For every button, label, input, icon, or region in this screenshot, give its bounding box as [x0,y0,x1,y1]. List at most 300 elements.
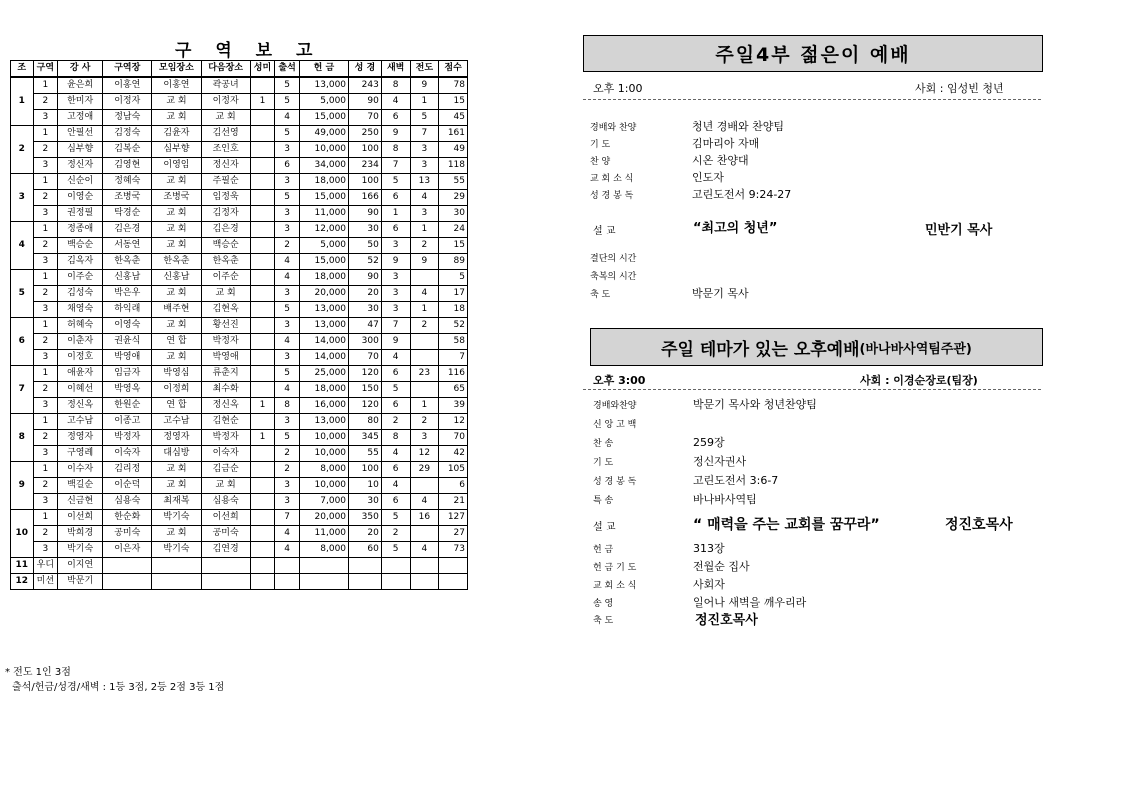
table-cell: 2 [33,478,58,494]
table-cell [250,190,275,206]
table-cell: 1 [33,270,58,286]
table-cell: 2 [275,446,300,462]
table-cell [410,478,439,494]
table-cell: 정영자 [58,430,103,446]
table-cell: 6 [381,222,410,238]
table-cell: 김영현 [103,158,152,174]
table-cell: 90 [349,206,382,222]
table-cell: 김현옥 [201,302,250,318]
table-cell: 250 [349,126,382,142]
table-header-cell: 다음장소 [201,61,250,78]
table-cell: 15 [439,238,468,254]
table-header-cell: 성미 [250,61,275,78]
table-cell [250,462,275,478]
table-cell: 150 [349,382,382,398]
table-row [11,174,468,190]
table-cell: 이정호 [58,350,103,366]
table-cell [250,142,275,158]
order-item-label: 헌 금 [593,545,614,555]
order-item-label: 찬 양 [590,157,611,167]
table-cell: 미션 [33,574,58,590]
table-cell: 5 [381,542,410,558]
table-cell: 이정희 [152,382,201,398]
table-cell: 52 [439,318,468,334]
table-cell: 6 [439,478,468,494]
table-cell [410,526,439,542]
order-item-label: 송 영 [593,599,614,609]
table-cell [410,558,439,574]
table-cell: 김선영 [201,126,250,142]
zone-number: 11 [11,558,34,574]
scoring-note-2: 출석/헌금/성경/새벽 : 1등 3점, 2등 2점 3등 1점 [12,682,225,693]
table-cell: 고정애 [58,110,103,126]
table-cell: 4 [275,526,300,542]
table-header-cell: 출석 [275,61,300,78]
table-cell: 이숙자 [201,446,250,462]
table-cell: 8 [381,430,410,446]
table-row [11,142,468,158]
table-cell [250,478,275,494]
table-cell: 11,000 [299,526,348,542]
table-cell: 교 회 [152,478,201,494]
table-cell: 73 [439,542,468,558]
table-cell: 최재복 [152,494,201,510]
table-cell: 127 [439,510,468,526]
table-cell: 정혜숙 [103,174,152,190]
table-cell: 90 [349,270,382,286]
table-cell: 5 [381,174,410,190]
table-header-cell: 모임장소 [152,61,201,78]
service2-time: 오후 3:00 [593,374,646,387]
table-header-cell: 헌 금 [299,61,348,78]
order-item-value: 바나바사역팀 [693,493,757,506]
table-cell: 47 [349,318,382,334]
table-cell: 정종애 [58,222,103,238]
table-cell [381,574,410,590]
table-header-row [11,61,468,78]
table-cell: 1 [33,77,58,94]
table-cell: 3 [33,542,58,558]
table-cell [201,558,250,574]
table-cell: 3 [410,158,439,174]
table-cell: 9 [410,254,439,270]
table-cell: 탁경순 [103,206,152,222]
table-cell: 29 [410,462,439,478]
table-cell: 교 회 [152,286,201,302]
table-cell [275,574,300,590]
table-cell: 박영애 [201,350,250,366]
table-cell: 교 회 [201,110,250,126]
table-header-cell: 구역장 [103,61,152,78]
table-cell: 김리정 [103,462,152,478]
table-cell: 4 [275,542,300,558]
table-cell [250,382,275,398]
table-cell: 2 [410,318,439,334]
table-cell: 30 [439,206,468,222]
table-cell: 1 [410,222,439,238]
table-cell: 42 [439,446,468,462]
table-cell [410,334,439,350]
table-header-cell: 성 경 [349,61,382,78]
table-cell: 3 [410,142,439,158]
table-cell: 신홍남 [103,270,152,286]
table-cell: 이숙자 [103,446,152,462]
table-cell: 박기숙 [58,542,103,558]
table-cell: 김현순 [201,414,250,430]
zone-number: 10 [11,510,34,558]
table-cell [250,77,275,94]
table-cell: 권윤식 [103,334,152,350]
table-cell: 3 [275,222,300,238]
table-cell [439,574,468,590]
table-cell: 박정자 [201,430,250,446]
table-cell: 백승순 [201,238,250,254]
table-cell [250,270,275,286]
table-cell: 13,000 [299,318,348,334]
table-cell: 7 [275,510,300,526]
order-item-value: 김마리아 자매 [692,137,760,150]
table-cell: 21 [439,494,468,510]
table-cell: 15,000 [299,190,348,206]
table-cell: 한순화 [103,510,152,526]
table-cell: 3 [381,286,410,302]
table-cell: 8 [381,77,410,94]
service1-divider [583,99,1041,100]
table-cell: 이지연 [58,558,103,574]
table-cell: 8 [275,398,300,414]
table-cell: 30 [349,302,382,318]
table-cell: 5,000 [299,238,348,254]
order-item-label: 경배와 찬양 [590,123,637,133]
table-cell: 2 [33,526,58,542]
table-cell: 김연경 [201,542,250,558]
table-cell: 이혜선 [58,382,103,398]
table-cell: 연 합 [152,334,201,350]
table-cell: 5 [275,77,300,94]
table-cell: 3 [275,478,300,494]
table-row [11,126,468,142]
order-item-label: 특 송 [593,496,614,506]
table-cell: 15,000 [299,254,348,270]
table-cell: 이홍연 [152,77,201,94]
table-cell [250,414,275,430]
table-cell [410,574,439,590]
table-header-cell: 전도 [410,61,439,78]
table-cell: 34,000 [299,158,348,174]
table-cell: 9 [381,334,410,350]
table-cell: 안필선 [58,126,103,142]
table-cell: 교 회 [152,526,201,542]
table-cell: 78 [439,77,468,94]
table-cell: 89 [439,254,468,270]
table-cell: 1 [381,206,410,222]
table-cell: 교 회 [201,286,250,302]
zone-number: 7 [11,366,34,414]
table-cell: 한옥춘 [152,254,201,270]
table-cell: 4 [381,478,410,494]
table-cell: 주필순 [201,174,250,190]
order-item-value: 인도자 [692,171,724,184]
table-cell: 이선희 [58,510,103,526]
table-cell: 박정자 [103,430,152,446]
table-cell [250,318,275,334]
table-cell: 2 [33,238,58,254]
table-cell: 박은우 [103,286,152,302]
table-cell: 13,000 [299,77,348,94]
table-cell: 3 [381,302,410,318]
table-cell: 심용숙 [103,494,152,510]
table-cell: 조병국 [152,190,201,206]
table-cell: 이순덕 [103,478,152,494]
table-cell: 70 [439,430,468,446]
order-item-label: 교 회 소 식 [590,174,634,184]
table-cell: 이선희 [201,510,250,526]
table-cell: 이수자 [58,462,103,478]
table-cell [201,574,250,590]
order-item-value: 일어나 새벽을 깨우리라 [693,596,807,609]
table-cell: 신순이 [58,174,103,190]
table-cell: 50 [349,238,382,254]
table-cell: 6 [381,494,410,510]
district-report-table [10,60,468,590]
order-item-label: 성 경 봉 독 [590,191,634,201]
table-cell: 정남숙 [103,110,152,126]
table-cell: 이영숙 [103,318,152,334]
table-cell [250,446,275,462]
service1-preacher: 민반기 목사 [925,223,993,238]
order-item-value: 259장 [693,436,725,449]
table-cell: 이정자 [201,94,250,110]
table-cell: 3 [381,270,410,286]
table-cell: 권정필 [58,206,103,222]
table-header-cell: 조 [11,61,34,78]
table-cell: 2 [33,142,58,158]
table-cell: 애윤자 [58,366,103,382]
table-cell: 6 [381,190,410,206]
table-cell: 김옥자 [58,254,103,270]
table-cell: 5 [381,510,410,526]
table-cell: 김정자 [201,206,250,222]
order-item-label: 헌 금 기 도 [593,563,637,573]
table-cell: 허혜숙 [58,318,103,334]
table-cell: 백승순 [58,238,103,254]
order-item-label: 신 앙 고 백 [593,420,637,430]
order-item-value: 사회자 [693,578,725,591]
table-cell: 23 [410,366,439,382]
table-cell: 채영숙 [58,302,103,318]
table-cell: 박기숙 [152,510,201,526]
table-cell: 한옥춘 [201,254,250,270]
table-cell: 3 [381,238,410,254]
table-cell: 58 [439,334,468,350]
table-row [11,190,468,206]
order-item-label: 기 도 [590,140,611,150]
table-cell: 5 [275,94,300,110]
table-cell: 1 [410,94,439,110]
table-cell: 2 [381,414,410,430]
table-cell: 2 [33,334,58,350]
table-cell: 5 [275,430,300,446]
table-cell [410,382,439,398]
table-cell: 3 [33,398,58,414]
table-cell: 5 [275,366,300,382]
table-cell: 조병국 [103,190,152,206]
table-cell: 3 [33,446,58,462]
table-cell: 9 [410,77,439,94]
table-cell: 조인호 [201,142,250,158]
table-cell: 2 [33,286,58,302]
table-row [11,110,468,126]
table-cell [250,334,275,350]
order-item-value: 박문기 목사 [692,287,749,300]
order-item-label: 기 도 [593,458,614,468]
table-cell: 정신자 [201,158,250,174]
table-row [11,366,468,382]
table-cell: 3 [33,494,58,510]
table-header-cell: 구역 [33,61,58,78]
table-cell: 15 [439,94,468,110]
table-cell: 16 [410,510,439,526]
zone-number: 12 [11,574,34,590]
table-cell: 7 [381,318,410,334]
table-cell: 13 [410,174,439,190]
table-cell: 이영순 [58,190,103,206]
table-row [11,270,468,286]
table-row [11,574,468,590]
table-cell: 1 [410,398,439,414]
table-cell: 18,000 [299,382,348,398]
table-cell [152,574,201,590]
table-cell: 김성숙 [58,286,103,302]
table-cell: 3 [410,430,439,446]
table-cell: 27 [439,526,468,542]
table-cell [250,494,275,510]
table-cell: 20,000 [299,286,348,302]
table-cell: 55 [439,174,468,190]
table-cell: 1 [33,510,58,526]
service1-time: 오후 1:00 [593,82,643,95]
table-cell: 12 [439,414,468,430]
table-cell: 80 [349,414,382,430]
table-cell: 1 [33,366,58,382]
table-cell: 1 [33,174,58,190]
table-cell: 교 회 [152,318,201,334]
service2-sermon-title: “ 매력을 주는 교회를 꿈꾸라” [693,517,880,533]
order-item-value: 박문기 목사와 청년찬양팀 [693,398,817,411]
table-cell: 배주현 [152,302,201,318]
service2-benediction-label: 축 도 [593,616,614,626]
table-cell: 교 회 [152,350,201,366]
table-cell: 3 [33,206,58,222]
table-cell: 7 [410,126,439,142]
table-cell [250,542,275,558]
table-row [11,158,468,174]
table-cell: 정신옥 [58,398,103,414]
table-cell: 교 회 [152,110,201,126]
table-cell: 3 [33,350,58,366]
table-cell: 심부향 [58,142,103,158]
table-cell: 최수화 [201,382,250,398]
table-cell: 24 [439,222,468,238]
table-cell: 이은자 [103,542,152,558]
table-cell: 8,000 [299,462,348,478]
table-row [11,334,468,350]
table-cell: 39 [439,398,468,414]
table-cell: 신금현 [58,494,103,510]
table-cell: 5,000 [299,94,348,110]
service1-title: 주일4부 젊은이 예배 [715,44,911,66]
table-cell [299,558,348,574]
table-row [11,222,468,238]
table-cell: 5 [439,270,468,286]
table-cell: 120 [349,398,382,414]
table-row [11,398,468,414]
table-cell: 4 [275,110,300,126]
table-cell: 65 [439,382,468,398]
table-cell: 10,000 [299,478,348,494]
table-row [11,94,468,110]
table-cell: 4 [410,494,439,510]
table-cell: 116 [439,366,468,382]
table-cell: 55 [349,446,382,462]
table-cell: 4 [410,190,439,206]
table-cell: 김은경 [103,222,152,238]
table-row [11,494,468,510]
table-cell: 15,000 [299,110,348,126]
service2-sermon-label: 설 교 [593,522,616,533]
table-cell: 4 [275,270,300,286]
table-cell: 4 [275,382,300,398]
table-cell: 5 [410,110,439,126]
table-cell: 6 [275,158,300,174]
table-cell: 3 [275,206,300,222]
table-cell: 3 [410,206,439,222]
order-item-label: 결단의 시간 [590,254,637,264]
table-cell: 정신자 [58,158,103,174]
table-cell: 3 [275,174,300,190]
table-cell: 20 [349,286,382,302]
table-cell: 5 [275,302,300,318]
table-row [11,430,468,446]
table-cell: 1 [33,318,58,334]
table-cell: 이종고 [103,414,152,430]
order-item-value: 고린도전서 9:24-27 [692,188,792,201]
table-cell: 정신옥 [201,398,250,414]
table-cell [299,574,348,590]
table-header-cell: 점수 [439,61,468,78]
table-cell: 3 [275,318,300,334]
table-row [11,206,468,222]
table-cell: 105 [439,462,468,478]
table-cell: 70 [349,350,382,366]
table-cell [250,254,275,270]
table-cell: 임금자 [103,366,152,382]
table-cell: 교 회 [152,206,201,222]
table-cell [349,558,382,574]
order-item-value: 정신자권사 [693,455,747,468]
table-cell: 3 [33,158,58,174]
table-cell [250,286,275,302]
table-row [11,526,468,542]
table-cell [349,574,382,590]
table-cell [152,558,201,574]
service1-host: 사회 : 임성빈 청년 [915,82,1004,95]
table-cell: 2 [410,238,439,254]
table-cell: 하익래 [103,302,152,318]
table-cell [250,558,275,574]
table-cell: 1 [33,462,58,478]
table-cell: 윤은희 [58,77,103,94]
